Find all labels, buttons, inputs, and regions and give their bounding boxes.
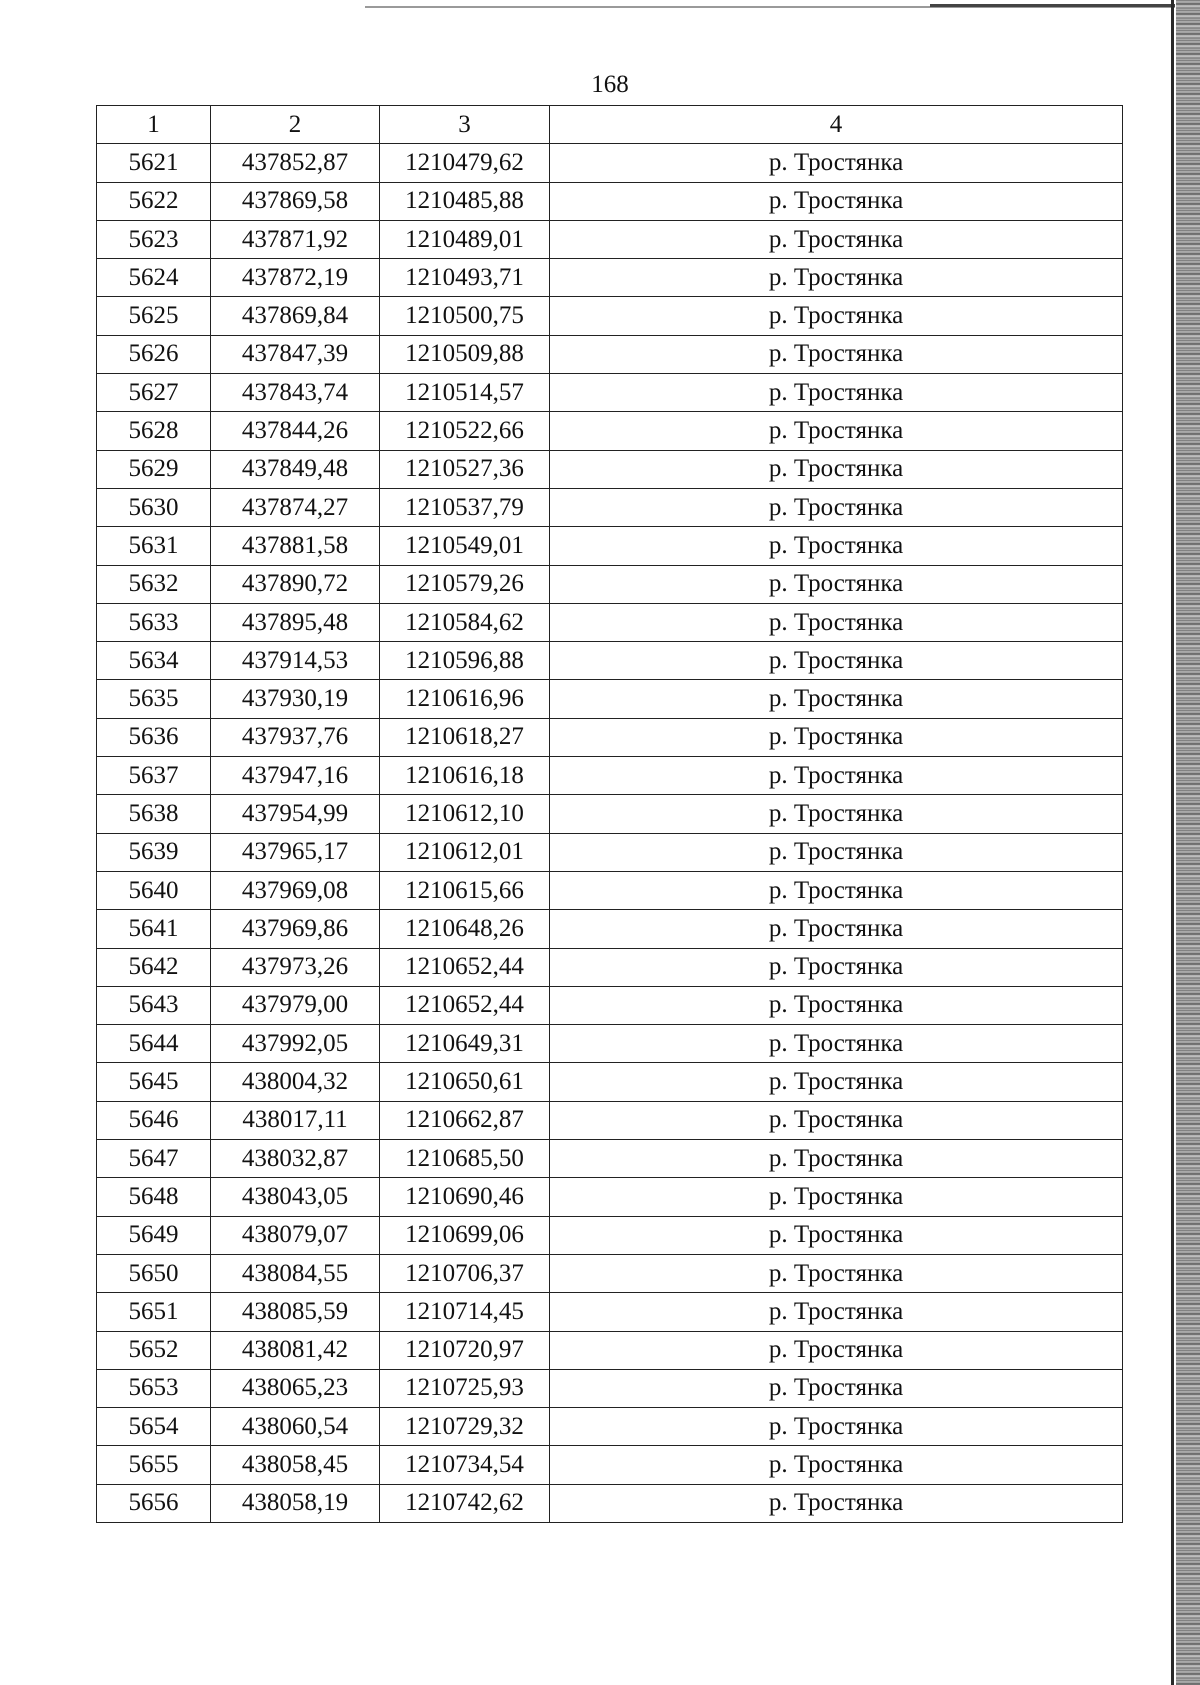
description-cell: р. Тростянка xyxy=(550,144,1123,182)
y-coordinate-cell: 1210596,88 xyxy=(380,642,550,680)
x-coordinate-cell: 438032,87 xyxy=(211,1140,380,1178)
x-coordinate-cell: 437869,84 xyxy=(211,297,380,335)
y-coordinate-cell: 1210742,62 xyxy=(380,1484,550,1522)
point-number-cell: 5622 xyxy=(97,182,211,220)
y-coordinate-cell: 1210579,26 xyxy=(380,565,550,603)
table-row xyxy=(97,795,1123,833)
table-row xyxy=(97,182,1123,220)
y-coordinate-cell: 1210652,44 xyxy=(380,948,550,986)
description-cell: р. Тростянка xyxy=(550,1025,1123,1063)
y-coordinate-cell: 1210527,36 xyxy=(380,450,550,488)
table-row xyxy=(97,910,1123,948)
point-number-cell: 5632 xyxy=(97,565,211,603)
table-row xyxy=(97,680,1123,718)
table-row xyxy=(97,297,1123,335)
y-coordinate-cell: 1210485,88 xyxy=(380,182,550,220)
x-coordinate-cell: 437844,26 xyxy=(211,412,380,450)
point-number-cell: 5627 xyxy=(97,374,211,412)
description-cell: р. Тростянка xyxy=(550,603,1123,641)
y-coordinate-cell: 1210652,44 xyxy=(380,986,550,1024)
x-coordinate-cell: 437965,17 xyxy=(211,833,380,871)
point-number-cell: 5652 xyxy=(97,1331,211,1369)
point-number-cell: 5628 xyxy=(97,412,211,450)
table-header-row xyxy=(97,106,1123,144)
y-coordinate-cell: 1210612,10 xyxy=(380,795,550,833)
table-row xyxy=(97,450,1123,488)
scan-right-edge-shadow xyxy=(1176,0,1200,1685)
description-cell: р. Тростянка xyxy=(550,1293,1123,1331)
column-header-4: 4 xyxy=(550,106,1123,144)
table-row xyxy=(97,1293,1123,1331)
x-coordinate-cell: 438004,32 xyxy=(211,1063,380,1101)
y-coordinate-cell: 1210699,06 xyxy=(380,1216,550,1254)
x-coordinate-cell: 437973,26 xyxy=(211,948,380,986)
x-coordinate-cell: 438058,19 xyxy=(211,1484,380,1522)
y-coordinate-cell: 1210549,01 xyxy=(380,527,550,565)
description-cell: р. Тростянка xyxy=(550,335,1123,373)
description-cell: р. Тростянка xyxy=(550,1178,1123,1216)
description-cell: р. Тростянка xyxy=(550,450,1123,488)
description-cell: р. Тростянка xyxy=(550,718,1123,756)
description-cell: р. Тростянка xyxy=(550,910,1123,948)
description-cell: р. Тростянка xyxy=(550,948,1123,986)
description-cell: р. Тростянка xyxy=(550,1331,1123,1369)
y-coordinate-cell: 1210612,01 xyxy=(380,833,550,871)
point-number-cell: 5630 xyxy=(97,488,211,526)
description-cell: р. Тростянка xyxy=(550,1216,1123,1254)
table-body xyxy=(97,144,1123,1523)
point-number-cell: 5624 xyxy=(97,259,211,297)
y-coordinate-cell: 1210734,54 xyxy=(380,1446,550,1484)
y-coordinate-cell: 1210616,96 xyxy=(380,680,550,718)
point-number-cell: 5625 xyxy=(97,297,211,335)
x-coordinate-cell: 437992,05 xyxy=(211,1025,380,1063)
table-row xyxy=(97,374,1123,412)
y-coordinate-cell: 1210714,45 xyxy=(380,1293,550,1331)
description-cell: р. Тростянка xyxy=(550,986,1123,1024)
description-cell: р. Тростянка xyxy=(550,374,1123,412)
x-coordinate-cell: 437881,58 xyxy=(211,527,380,565)
point-number-cell: 5631 xyxy=(97,527,211,565)
table-row xyxy=(97,1331,1123,1369)
point-number-cell: 5643 xyxy=(97,986,211,1024)
point-number-cell: 5644 xyxy=(97,1025,211,1063)
table-row xyxy=(97,1025,1123,1063)
table-row xyxy=(97,1484,1123,1522)
point-number-cell: 5635 xyxy=(97,680,211,718)
table-row xyxy=(97,144,1123,182)
table-row xyxy=(97,565,1123,603)
x-coordinate-cell: 438058,45 xyxy=(211,1446,380,1484)
x-coordinate-cell: 437895,48 xyxy=(211,603,380,641)
description-cell: р. Тростянка xyxy=(550,833,1123,871)
table-row xyxy=(97,1408,1123,1446)
column-header-1: 1 xyxy=(97,106,211,144)
table-row xyxy=(97,718,1123,756)
y-coordinate-cell: 1210509,88 xyxy=(380,335,550,373)
y-coordinate-cell: 1210648,26 xyxy=(380,910,550,948)
x-coordinate-cell: 438060,54 xyxy=(211,1408,380,1446)
x-coordinate-cell: 437947,16 xyxy=(211,757,380,795)
x-coordinate-cell: 438084,55 xyxy=(211,1254,380,1292)
x-coordinate-cell: 437969,08 xyxy=(211,871,380,909)
point-number-cell: 5655 xyxy=(97,1446,211,1484)
description-cell: р. Тростянка xyxy=(550,1063,1123,1101)
column-header-3: 3 xyxy=(380,106,550,144)
table-row xyxy=(97,412,1123,450)
table-row xyxy=(97,1140,1123,1178)
table-row xyxy=(97,833,1123,871)
description-cell: р. Тростянка xyxy=(550,527,1123,565)
y-coordinate-cell: 1210493,71 xyxy=(380,259,550,297)
description-cell: р. Тростянка xyxy=(550,1369,1123,1407)
y-coordinate-cell: 1210489,01 xyxy=(380,220,550,258)
y-coordinate-cell: 1210584,62 xyxy=(380,603,550,641)
y-coordinate-cell: 1210720,97 xyxy=(380,1331,550,1369)
table-row xyxy=(97,871,1123,909)
x-coordinate-cell: 437847,39 xyxy=(211,335,380,373)
y-coordinate-cell: 1210650,61 xyxy=(380,1063,550,1101)
point-number-cell: 5639 xyxy=(97,833,211,871)
x-coordinate-cell: 438017,11 xyxy=(211,1101,380,1139)
y-coordinate-cell: 1210725,93 xyxy=(380,1369,550,1407)
point-number-cell: 5638 xyxy=(97,795,211,833)
description-cell: р. Тростянка xyxy=(550,259,1123,297)
point-number-cell: 5653 xyxy=(97,1369,211,1407)
y-coordinate-cell: 1210500,75 xyxy=(380,297,550,335)
point-number-cell: 5640 xyxy=(97,871,211,909)
description-cell: р. Тростянка xyxy=(550,488,1123,526)
y-coordinate-cell: 1210479,62 xyxy=(380,144,550,182)
x-coordinate-cell: 438065,23 xyxy=(211,1369,380,1407)
x-coordinate-cell: 437969,86 xyxy=(211,910,380,948)
point-number-cell: 5651 xyxy=(97,1293,211,1331)
y-coordinate-cell: 1210615,66 xyxy=(380,871,550,909)
page-number: 168 xyxy=(591,71,629,98)
table-row xyxy=(97,1216,1123,1254)
column-header-2: 2 xyxy=(211,106,380,144)
table-row xyxy=(97,1101,1123,1139)
table-row xyxy=(97,488,1123,526)
point-number-cell: 5634 xyxy=(97,642,211,680)
point-number-cell: 5647 xyxy=(97,1140,211,1178)
description-cell: р. Тростянка xyxy=(550,871,1123,909)
y-coordinate-cell: 1210616,18 xyxy=(380,757,550,795)
table-row xyxy=(97,642,1123,680)
description-cell: р. Тростянка xyxy=(550,1101,1123,1139)
point-number-cell: 5623 xyxy=(97,220,211,258)
x-coordinate-cell: 437849,48 xyxy=(211,450,380,488)
y-coordinate-cell: 1210729,32 xyxy=(380,1408,550,1446)
table-row xyxy=(97,1254,1123,1292)
table-row xyxy=(97,1063,1123,1101)
point-number-cell: 5646 xyxy=(97,1101,211,1139)
description-cell: р. Тростянка xyxy=(550,1254,1123,1292)
table-row xyxy=(97,757,1123,795)
x-coordinate-cell: 437979,00 xyxy=(211,986,380,1024)
point-number-cell: 5656 xyxy=(97,1484,211,1522)
y-coordinate-cell: 1210662,87 xyxy=(380,1101,550,1139)
description-cell: р. Тростянка xyxy=(550,1140,1123,1178)
point-number-cell: 5649 xyxy=(97,1216,211,1254)
point-number-cell: 5641 xyxy=(97,910,211,948)
x-coordinate-cell: 438085,59 xyxy=(211,1293,380,1331)
scan-top-edge-shadow xyxy=(930,4,1175,7)
point-number-cell: 5650 xyxy=(97,1254,211,1292)
x-coordinate-cell: 437852,87 xyxy=(211,144,380,182)
x-coordinate-cell: 437930,19 xyxy=(211,680,380,718)
table-row xyxy=(97,1178,1123,1216)
description-cell: р. Тростянка xyxy=(550,757,1123,795)
description-cell: р. Тростянка xyxy=(550,795,1123,833)
description-cell: р. Тростянка xyxy=(550,565,1123,603)
table-row xyxy=(97,603,1123,641)
y-coordinate-cell: 1210537,79 xyxy=(380,488,550,526)
y-coordinate-cell: 1210685,50 xyxy=(380,1140,550,1178)
y-coordinate-cell: 1210522,66 xyxy=(380,412,550,450)
x-coordinate-cell: 437874,27 xyxy=(211,488,380,526)
table-row xyxy=(97,220,1123,258)
x-coordinate-cell: 437869,58 xyxy=(211,182,380,220)
x-coordinate-cell: 438079,07 xyxy=(211,1216,380,1254)
description-cell: р. Тростянка xyxy=(550,1446,1123,1484)
x-coordinate-cell: 437872,19 xyxy=(211,259,380,297)
scan-right-edge-line xyxy=(1171,0,1174,1685)
point-number-cell: 5626 xyxy=(97,335,211,373)
table-row xyxy=(97,335,1123,373)
point-number-cell: 5629 xyxy=(97,450,211,488)
y-coordinate-cell: 1210514,57 xyxy=(380,374,550,412)
y-coordinate-cell: 1210618,27 xyxy=(380,718,550,756)
point-number-cell: 5642 xyxy=(97,948,211,986)
x-coordinate-cell: 437890,72 xyxy=(211,565,380,603)
description-cell: р. Тростянка xyxy=(550,642,1123,680)
y-coordinate-cell: 1210706,37 xyxy=(380,1254,550,1292)
table-row xyxy=(97,1369,1123,1407)
table-row xyxy=(97,1446,1123,1484)
coordinates-table xyxy=(96,105,1123,1523)
x-coordinate-cell: 437843,74 xyxy=(211,374,380,412)
description-cell: р. Тростянка xyxy=(550,412,1123,450)
x-coordinate-cell: 437954,99 xyxy=(211,795,380,833)
y-coordinate-cell: 1210690,46 xyxy=(380,1178,550,1216)
description-cell: р. Тростянка xyxy=(550,680,1123,718)
x-coordinate-cell: 437914,53 xyxy=(211,642,380,680)
point-number-cell: 5648 xyxy=(97,1178,211,1216)
description-cell: р. Тростянка xyxy=(550,297,1123,335)
x-coordinate-cell: 438081,42 xyxy=(211,1331,380,1369)
table-row xyxy=(97,259,1123,297)
point-number-cell: 5654 xyxy=(97,1408,211,1446)
description-cell: р. Тростянка xyxy=(550,1484,1123,1522)
table-row xyxy=(97,527,1123,565)
x-coordinate-cell: 438043,05 xyxy=(211,1178,380,1216)
description-cell: р. Тростянка xyxy=(550,1408,1123,1446)
x-coordinate-cell: 437871,92 xyxy=(211,220,380,258)
table-row xyxy=(97,948,1123,986)
point-number-cell: 5633 xyxy=(97,603,211,641)
point-number-cell: 5645 xyxy=(97,1063,211,1101)
description-cell: р. Тростянка xyxy=(550,182,1123,220)
x-coordinate-cell: 437937,76 xyxy=(211,718,380,756)
y-coordinate-cell: 1210649,31 xyxy=(380,1025,550,1063)
point-number-cell: 5636 xyxy=(97,718,211,756)
description-cell: р. Тростянка xyxy=(550,220,1123,258)
point-number-cell: 5621 xyxy=(97,144,211,182)
point-number-cell: 5637 xyxy=(97,757,211,795)
table-row xyxy=(97,986,1123,1024)
